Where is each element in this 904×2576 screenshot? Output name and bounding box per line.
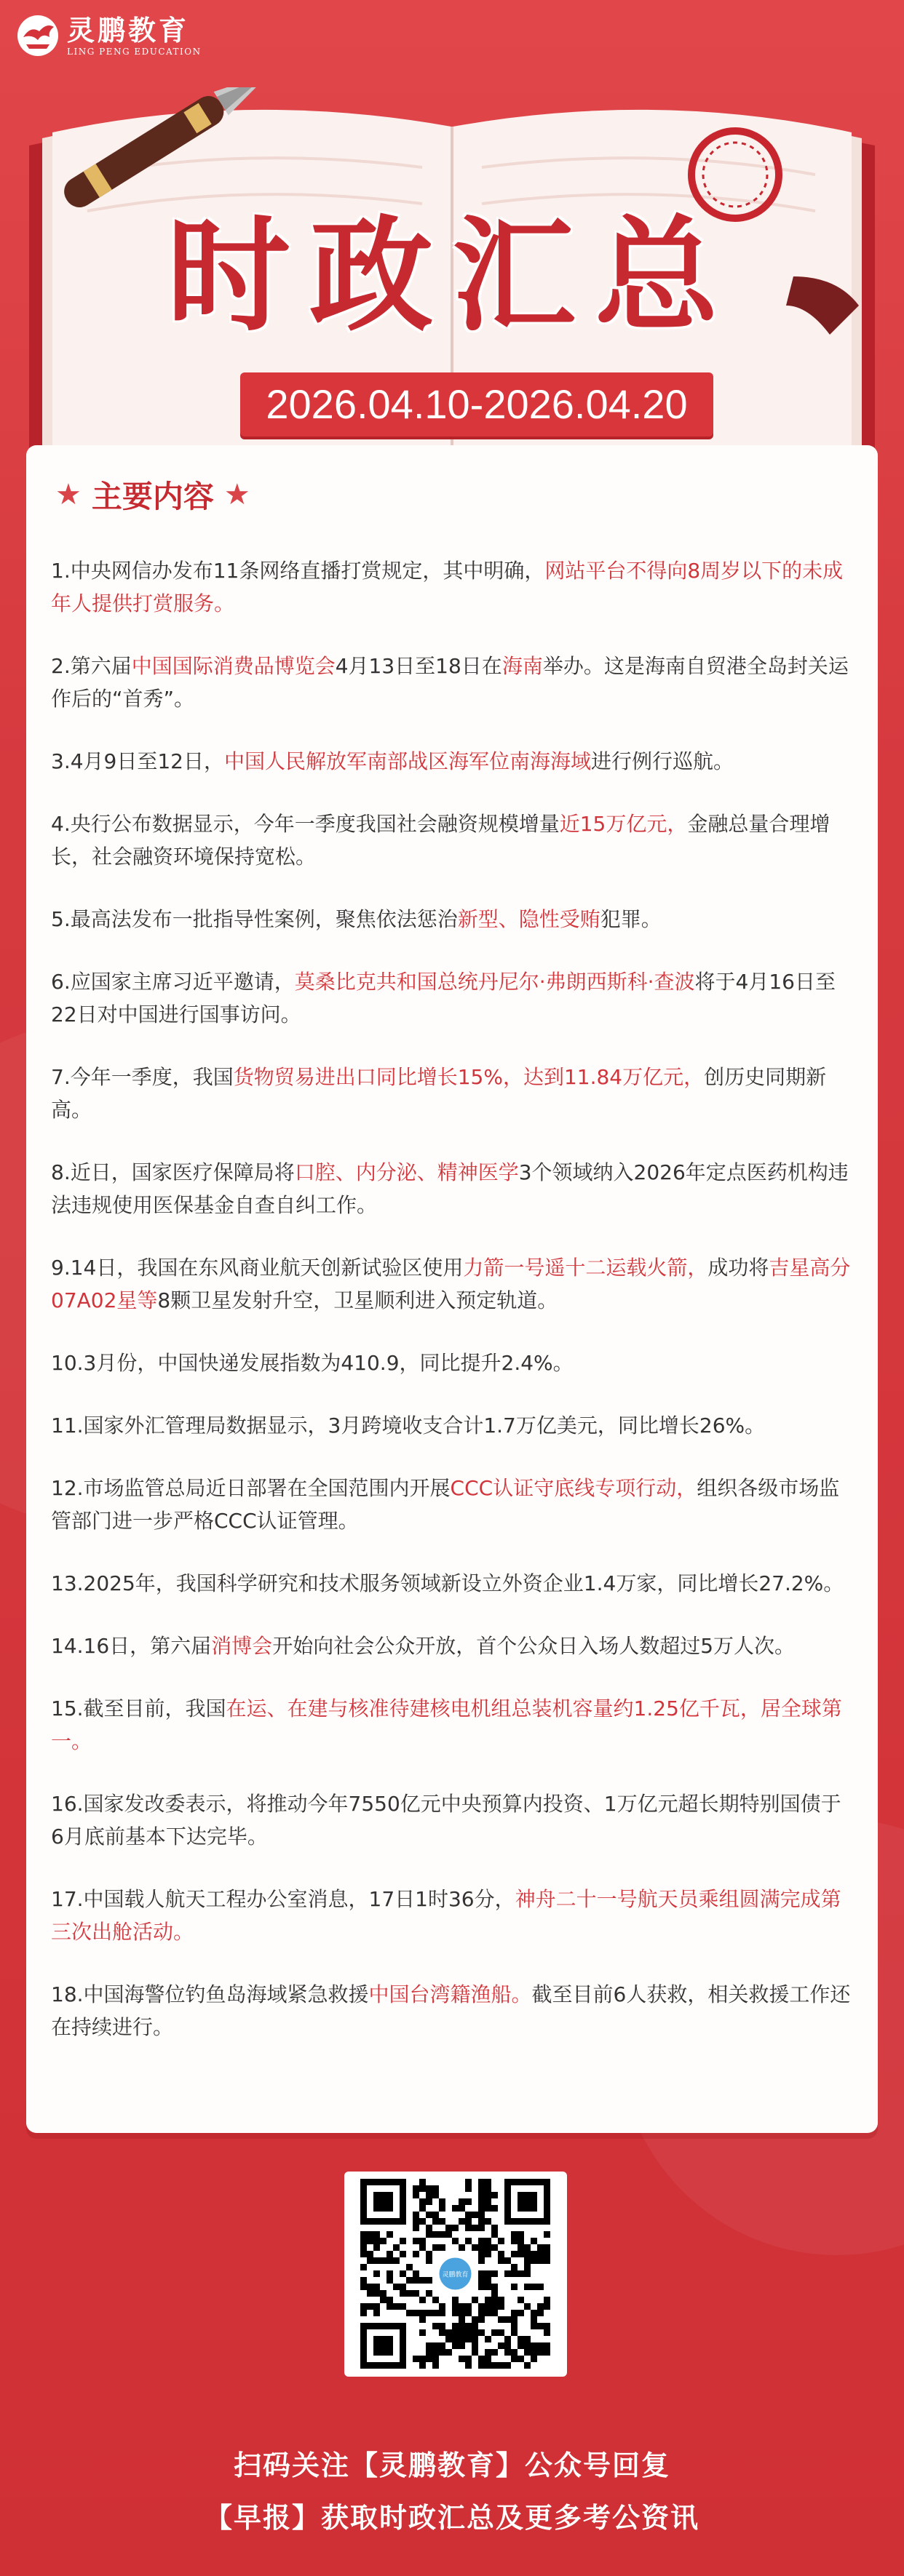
highlight-text: 货物贸易进出口同比增长15%，达到11.84万亿元， bbox=[233, 1065, 705, 1089]
news-item bbox=[51, 1251, 852, 1317]
item-text: 进行例行巡航。 bbox=[591, 749, 734, 773]
brand-logo[interactable] bbox=[17, 15, 202, 57]
news-item bbox=[51, 745, 852, 778]
news-item bbox=[51, 554, 852, 620]
highlight-text: 消博会 bbox=[211, 1634, 273, 1658]
highlight-text: 口腔、内分泌、精神医学 bbox=[294, 1160, 519, 1184]
highlight-text: CCC认证守底线专项行动， bbox=[450, 1476, 697, 1500]
highlight-text: 吉星高分07A02星等 bbox=[51, 1256, 851, 1312]
news-item bbox=[51, 1156, 852, 1221]
item-text: 18.中国海警位钓鱼岛海域紧急救援 bbox=[51, 1982, 369, 2006]
item-text: 3.4月9日至12日， bbox=[51, 749, 224, 773]
news-item bbox=[51, 1978, 852, 2043]
highlight-text: 海南 bbox=[501, 654, 543, 678]
item-text: 8颗卫星发射升空，卫星顺利进入预定轨道。 bbox=[157, 1288, 558, 1312]
item-text: 5.最高法发布一批指导性案例，聚焦依法惩治 bbox=[51, 907, 458, 931]
section-title: 主要内容 bbox=[91, 479, 214, 514]
item-text: 12.市场监管总局近日部署在全国范围内开展 bbox=[51, 1476, 451, 1500]
news-list bbox=[51, 554, 852, 2073]
item-text: 将于4月16日至22日对中国进行国事访问。 bbox=[51, 970, 836, 1026]
item-text: 6.应国家主席习近平邀请， bbox=[51, 970, 295, 994]
item-text: 17.中国载人航天工程办公室消息，17日1时36分， bbox=[51, 1887, 515, 1911]
logo-icon bbox=[17, 15, 58, 56]
highlight-text: 中国台湾籍渔船。 bbox=[368, 1982, 532, 2006]
item-text: 3个领域纳入2026年定点医药机构违法违规使用医保基金自查自纠工作。 bbox=[51, 1160, 849, 1217]
news-item bbox=[51, 1347, 852, 1379]
highlight-text: 近15万亿元， bbox=[559, 812, 688, 836]
date-range-badge: 2026.04.10-2026.04.20 bbox=[240, 372, 713, 436]
item-text: 13.2025年，我国科学研究和技术服务领域新设立外资企业1.4万家，同比增长27.2%。 bbox=[51, 1571, 844, 1595]
star-icon: ★ bbox=[223, 478, 250, 511]
item-text: 4.央行公布数据显示，今年一季度我国社会融资规模增量 bbox=[51, 812, 560, 836]
item-text: 1.中央网信办发布11条网络直播打赏规定，其中明确， bbox=[51, 559, 545, 583]
item-text: 9.14日，我国在东风商业航天创新试验区使用 bbox=[51, 1256, 464, 1280]
item-text: 7.今年一季度，我国 bbox=[51, 1065, 234, 1089]
item-text: 金融总量合理增长，社会融资环境保持宽松。 bbox=[51, 812, 830, 869]
news-item bbox=[51, 965, 852, 1031]
item-text: 截至目前6人获救，相关救援工作还在持续进行。 bbox=[51, 1982, 851, 2039]
news-item bbox=[51, 1692, 852, 1758]
item-text: 15.截至目前，我国 bbox=[51, 1696, 226, 1720]
highlight-text: 在运、在建与核准待建核电机组总装机容量约1.25亿千瓦，居全球第一。 bbox=[51, 1696, 842, 1753]
news-item bbox=[51, 1883, 852, 1948]
footer-line-1: 扫码关注【灵鹏教育】公众号回复 bbox=[233, 2449, 670, 2481]
news-item bbox=[51, 1409, 852, 1442]
item-text: 犯罪。 bbox=[600, 907, 662, 931]
news-item bbox=[51, 903, 852, 936]
highlight-text: 中国人民解放军南部战区海军位南海海域 bbox=[223, 749, 591, 773]
highlight-text: 神舟二十一号航天员乘组圆满完成第三次出舱活动。 bbox=[51, 1887, 841, 1944]
brand-name: 灵鹏教育 bbox=[67, 15, 190, 47]
qr-code[interactable] bbox=[344, 2172, 567, 2377]
item-text: 4月13日至18日在 bbox=[335, 654, 502, 678]
highlight-text: 莫桑比克共和国总统丹尼尔·弗朗西斯科·查波 bbox=[294, 970, 695, 994]
highlight-text: 中国国际消费品博览会 bbox=[131, 654, 336, 678]
item-text: 举办。这是海南自贸港全岛封关运作后的“首秀”。 bbox=[51, 654, 849, 711]
item-text: 8.近日，国家医疗保障局将 bbox=[51, 1160, 295, 1184]
qr-code-image bbox=[355, 2177, 556, 2371]
content-card bbox=[26, 445, 878, 2133]
star-icon: ★ bbox=[55, 478, 82, 511]
item-text: 创历史同期新高。 bbox=[51, 1065, 827, 1122]
highlight-text: 力箭一号遥十二运载火箭， bbox=[463, 1256, 708, 1280]
item-text: 11.国家外汇管理局数据显示，3月跨境收支合计1.7万亿美元，同比增长26%。 bbox=[51, 1413, 766, 1437]
page-title: 时政汇总 bbox=[166, 204, 737, 348]
item-text: 16.国家发改委表示，将推动今年7550亿元中央预算内投资、1万亿元超长期特别国债于6月底前基本下达完毕。 bbox=[51, 1792, 841, 1849]
section-header bbox=[55, 473, 250, 517]
news-item bbox=[51, 1061, 852, 1126]
qr-center-label: 灵鹏教育 bbox=[442, 2271, 469, 2279]
item-text: 组织各级市场监管部门进一步严格CCC认证管理。 bbox=[51, 1476, 840, 1533]
highlight-text: 网站平台不得向8周岁以下的未成年人提供打赏服务。 bbox=[51, 559, 844, 615]
news-item bbox=[51, 1472, 852, 1537]
brand-name-en: LING PENG EDUCATION bbox=[67, 47, 202, 57]
news-item bbox=[51, 808, 852, 873]
highlight-text: 新型、隐性受贿 bbox=[457, 907, 600, 931]
item-text: 成功将 bbox=[707, 1256, 769, 1280]
item-text: 10.3月份，中国快递发展指数为410.9，同比提升2.4%。 bbox=[51, 1351, 574, 1375]
news-item bbox=[51, 1567, 852, 1600]
footer-line-2: 【早报】获取时政汇总及更多考公资讯 bbox=[204, 2502, 699, 2534]
news-item bbox=[51, 1787, 852, 1853]
news-item bbox=[51, 650, 852, 715]
item-text: 2.第六届 bbox=[51, 654, 132, 678]
item-text: 开始向社会公众开放，首个公众日入场人数超过5万人次。 bbox=[272, 1634, 796, 1658]
item-text: 14.16日，第六届 bbox=[51, 1634, 212, 1658]
news-item bbox=[51, 1630, 852, 1662]
